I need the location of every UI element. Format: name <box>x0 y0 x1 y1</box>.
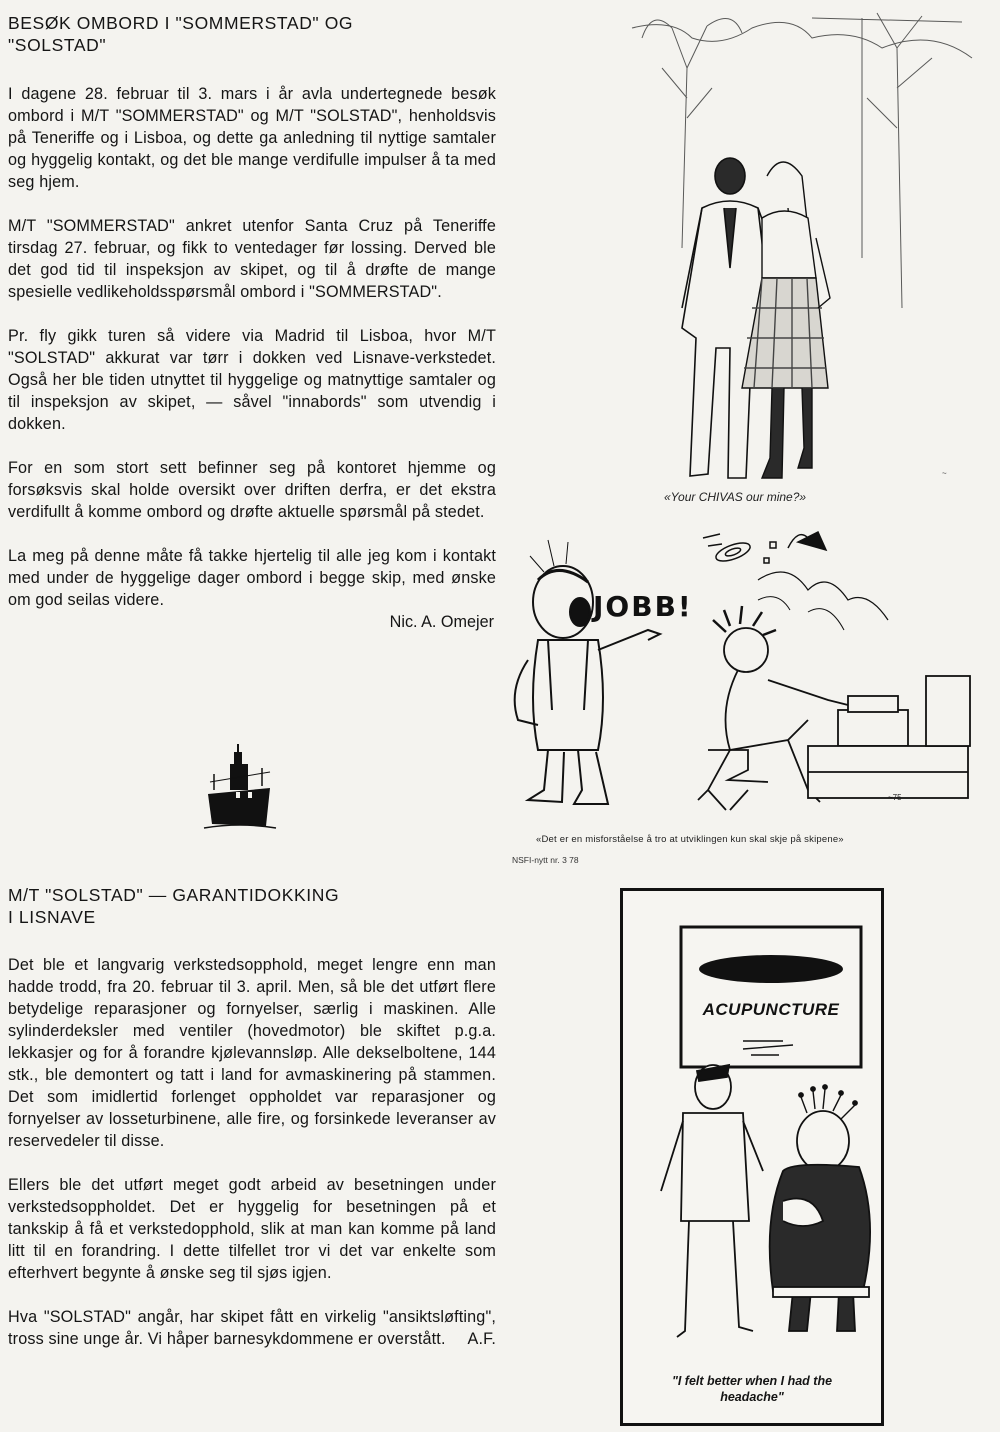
acupuncture-caption-line1: "I felt better when I had the <box>671 1374 833 1388</box>
article2-title <box>8 884 496 928</box>
acupuncture-sign-text: ACUPUNCTURE <box>702 1000 840 1019</box>
office-cartoon-illustration <box>508 520 978 820</box>
article1-paragraph-1: I dagene 28. februar til 3. mars i år avla undertegnede besøk ombord i M/T "SOMMERSTAD" og M/T "SOLSTAD", henholdsvis på Teneriffe og i Lisboa, og dette ga anledning til nyttige samtaler og hyggelig kontakt, og det ble mange verdifulle impulser å ta med seg hjem. <box>8 85 496 191</box>
acupuncture-cartoon-illustration <box>623 891 881 1341</box>
article-guarantee-docking <box>8 878 496 1350</box>
article1-paragraph-2: M/T "SOMMERSTAD" ankret utenfor Santa Cruz på Teneriffe tirsdag 27. februar, og fikk to ventedager før lossing. Derved ble det god tid til inspeksjon av skipet, og til å drøfte de mange spesielle vedlikeholdsspørsmål ombord i "SOMMERSTAD". <box>8 217 496 301</box>
article1-paragraph-4: For en som stort sett befinner seg på kontoret hjemme og forsøksvis skal holde oversikt over driften derfra, er det ekstra verdifullt å komme ombord og drøfte aktuelle spørsmål på stedet. <box>8 459 496 521</box>
svg-text:~75: ~75 <box>888 793 902 802</box>
article1-title <box>8 12 496 56</box>
ship-illustration <box>200 742 280 834</box>
article2-paragraph-3 <box>8 1306 496 1350</box>
article2-signature: A.F. <box>467 1330 496 1348</box>
article2-paragraph-3-text: Hva "SOLSTAD" angår, har skipet fått en virkelig "ansiktsløfting", tross sine unge år. Vi håper barnesykdommene er overstått. <box>8 1308 496 1348</box>
left-column <box>8 6 496 633</box>
office-cartoon-caption: «Det er en misforståelse å tro at utviklingen kun skal skje på skipene» <box>536 834 844 845</box>
office-cartoon-shout-text: JOBB! <box>593 590 693 623</box>
acupuncture-caption <box>623 1373 881 1405</box>
acupuncture-cartoon-frame <box>620 888 884 1426</box>
article1-title-line2: "SOLSTAD" <box>8 35 107 55</box>
article1-paragraph-3: Pr. fly gikk turen så videre via Madrid til Lisboa, hvor M/T "SOLSTAD" akkurat var tørr i dokken ved Lisnave-verkstedet. Også her ble tiden utnyttet til hyggelige og matnyttige samtaler og til inspeksjon av skipet, — såvel "innabords" som utvendig i dokken. <box>8 327 496 433</box>
couple-cartoon-illustration <box>612 8 992 488</box>
svg-text:~: ~ <box>942 469 947 478</box>
article2-title-line1: M/T "SOLSTAD" — GARANTIDOKKING <box>8 885 340 905</box>
article1-title-line1: BESØK OMBORD I "SOMMERSTAD" OG <box>8 13 354 33</box>
article2-paragraph-2: Ellers ble det utført meget godt arbeid av besetningen under verkstedsoppholdet. Det er hyggelig for besetningen på et tankskip å få et verkstedopphold, slik at man kan komme på land litt til en forandring. I dette tilfellet tror vi det var enkelte som efterhvert begynte å ønske seg til sjøs igjen. <box>8 1176 496 1282</box>
article2-title-line2: I LISNAVE <box>8 907 96 927</box>
article1-signature: Nic. A. Omejer <box>389 613 494 631</box>
article-visit-onboard <box>8 12 496 633</box>
acupuncture-caption-line2: headache" <box>720 1390 784 1404</box>
source-note: NSFI-nytt nr. 3 78 <box>512 855 579 865</box>
article2-paragraph-1: Det ble et langvarig verkstedsopphold, meget lengre enn man hadde trodd, fra 20. februar til 3. april. Men, så ble det utført flere betydelige reparasjoner og fornyelser, særlig i maskinen. Alle sylinderdeksler med ventiler (hovedmotor) ble skiftet p.g.a. lekkasjer og for å forandre kjølevannsløp. Alle dekselboltene, 144 stk., ble demontert og tatt i land for avmaskinering på stammen. Det som imidlertid forlenget oppholdet var reparasjoner og fornyelser av losseturbinene, alle fire, og forsinkede leveranser av reservedeler til disse. <box>8 956 496 1150</box>
couple-cartoon-caption: «Your CHIVAS our mine?» <box>664 490 807 504</box>
article1-paragraph-5: La meg på denne måte få takke hjertelig til alle jeg kom i kontakt med under de hyggelige dager ombord i begge skip, med ønske om god seilas videre. <box>8 547 496 609</box>
